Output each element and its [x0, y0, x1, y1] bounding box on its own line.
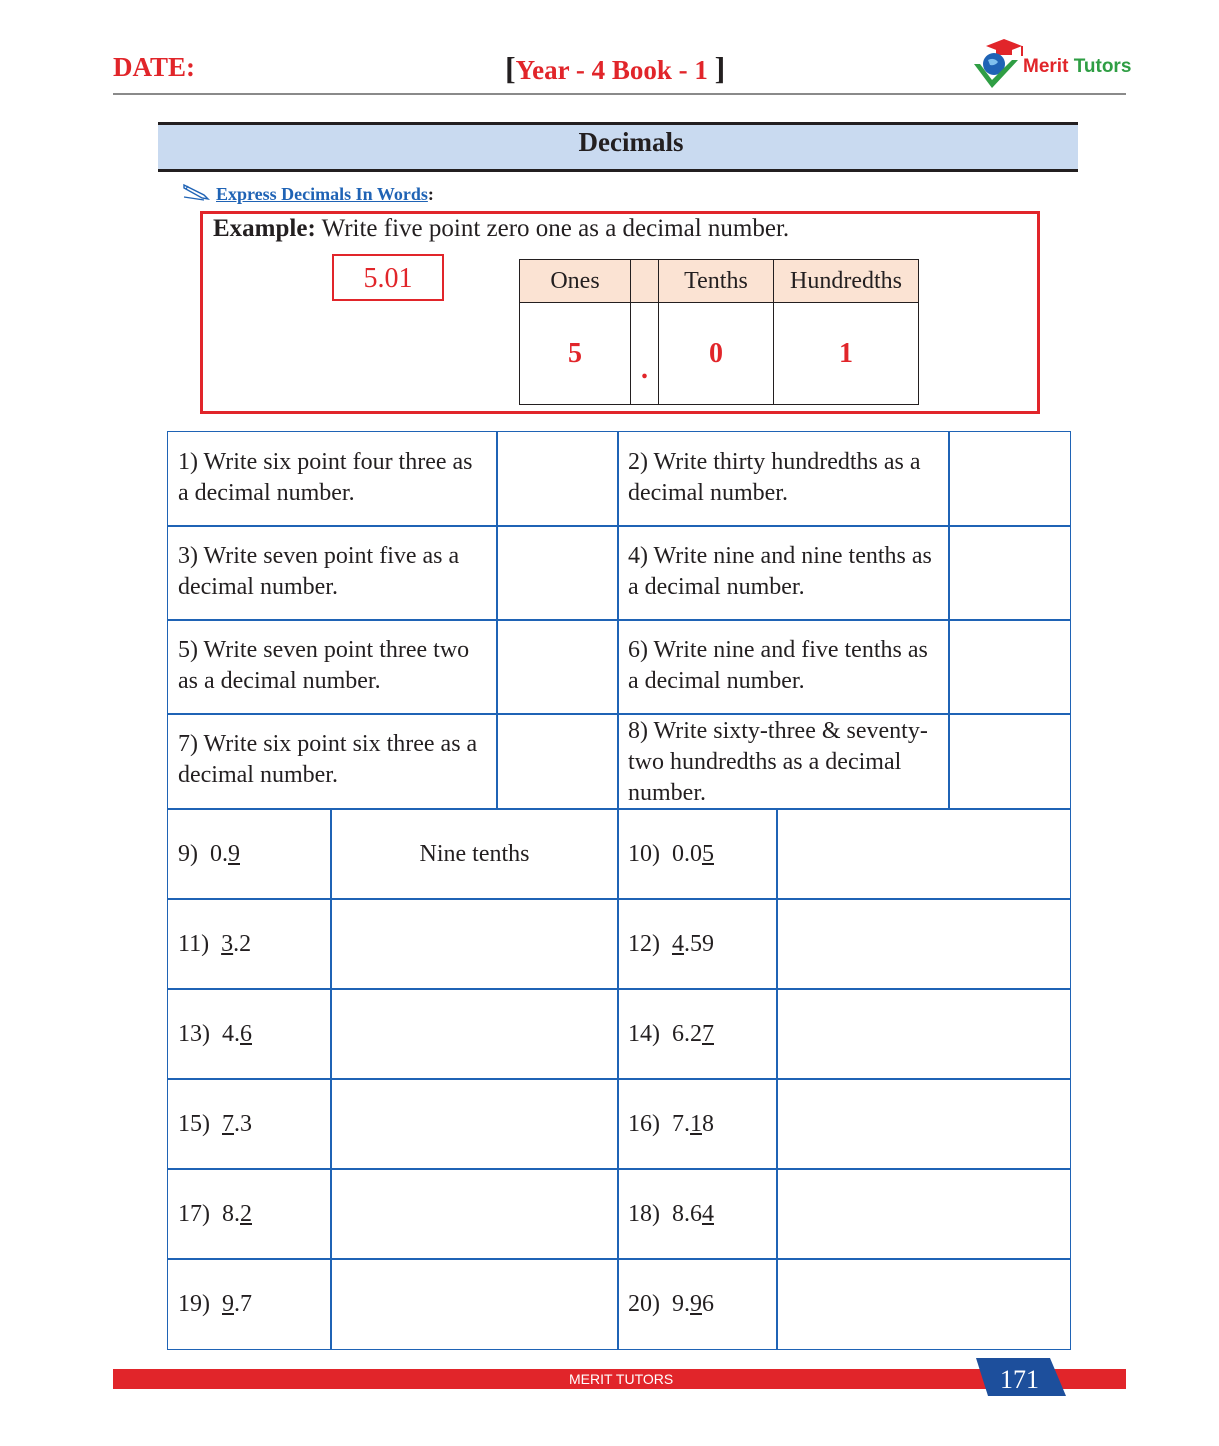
brand-name: Merit Tutors [1023, 56, 1132, 77]
answer-text [777, 809, 1070, 899]
decimal-digits-before: 6.2 [672, 1020, 702, 1047]
answer-text [777, 989, 1070, 1079]
answer-text [777, 1259, 1070, 1349]
example-answer-box: 5.01 [332, 254, 444, 301]
decimal-answer-15[interactable] [330, 1078, 619, 1170]
answer-2[interactable] [948, 431, 1071, 527]
underlined-digit: 4 [702, 1200, 714, 1227]
decimal-question-18 [617, 1168, 778, 1260]
decimal-question-text [618, 1079, 777, 1169]
pv-header-tenths: Tenths [659, 260, 774, 303]
answer-text [331, 1259, 618, 1349]
answer-1[interactable] [496, 431, 619, 527]
pv-value-ones: 5 [520, 303, 631, 405]
decimal-answer-12[interactable] [776, 898, 1071, 990]
underlined-digit: 9 [690, 1290, 702, 1317]
underlined-digit: 2 [240, 1200, 252, 1227]
pv-header-hundredths: Hundredths [774, 260, 919, 303]
page-number: 171 [1000, 1365, 1039, 1394]
decimal-question-14 [617, 988, 778, 1080]
decimal-answer-18[interactable] [776, 1168, 1071, 1260]
pv-value-point: . [631, 303, 659, 405]
decimal-question-11 [167, 898, 332, 990]
question-number: 9) [178, 840, 198, 867]
decimal-digits-after: 6 [702, 1290, 714, 1317]
decimal-question-19 [167, 1258, 332, 1350]
answer-4[interactable] [948, 525, 1071, 621]
underlined-digit: 6 [240, 1020, 252, 1047]
pv-value-tenths: 0 [659, 303, 774, 405]
answer-text [331, 989, 618, 1079]
answer-text: Nine tenths [419, 840, 530, 867]
answer-text [777, 899, 1070, 989]
answer-text [777, 1169, 1070, 1259]
book-title-text: Year - 4 Book - 1 [515, 55, 708, 85]
underlined-digit: 4 [672, 930, 684, 957]
date-label: DATE: [113, 52, 196, 82]
decimal-digits-after: .2 [233, 930, 252, 957]
decimal-question-9 [167, 808, 332, 900]
decimal-question-text [168, 1259, 331, 1349]
decimal-answer-9[interactable] [330, 808, 619, 900]
answer-text [331, 899, 618, 989]
question-1: 1) Write six point four three as a decimal number. [167, 431, 498, 527]
decimal-question-10 [617, 808, 778, 900]
decimal-question-text [168, 809, 331, 899]
underlined-digit: 3 [221, 930, 234, 957]
question-number: 13) [178, 1020, 210, 1047]
decimal-question-text [168, 1079, 331, 1169]
question-number: 14) [628, 1020, 660, 1047]
answer-3[interactable] [496, 525, 619, 621]
decimal-question-16 [617, 1078, 778, 1170]
decimal-digits-after: .59 [684, 930, 714, 957]
underlined-digit: 9 [222, 1290, 234, 1317]
question-2: 2) Write thirty hundredths as a decimal number. [617, 431, 950, 527]
pencil-icon [182, 181, 212, 201]
decimal-question-text [618, 989, 777, 1079]
decimal-question-20 [617, 1258, 778, 1350]
underlined-digit: 7 [702, 1020, 714, 1047]
question-3: 3) Write seven point five as a decimal number. [167, 525, 498, 621]
decimal-digits-before: 8.6 [672, 1200, 702, 1227]
question-4: 4) Write nine and nine tenths as a decimal number. [617, 525, 950, 621]
decimal-answer-11[interactable] [330, 898, 619, 990]
decimal-question-12 [617, 898, 778, 990]
question-5: 5) Write seven point three two as a decimal number. [167, 619, 498, 715]
decimal-question-text [168, 1169, 331, 1259]
underlined-digit: 1 [690, 1110, 702, 1137]
decimal-question-17 [167, 1168, 332, 1260]
question-number: 10) [628, 840, 660, 867]
book-title [505, 50, 725, 87]
decimal-digits-before: 0. [210, 840, 228, 867]
decimal-answer-13[interactable] [330, 988, 619, 1080]
bracket-close: ] [714, 50, 726, 86]
answer-text [331, 1079, 618, 1169]
question-number: 20) [628, 1290, 660, 1317]
place-value-table [519, 259, 919, 405]
question-number: 15) [178, 1110, 210, 1137]
section-heading: Express Decimals In Words: [216, 184, 434, 204]
question-8: 8) Write sixty-three & seventy-two hundredths as a decimal number. [617, 713, 950, 810]
decimal-digits-after: .7 [234, 1290, 252, 1317]
page-title: Decimals [578, 127, 684, 157]
decimal-digits-before: 0.0 [672, 840, 702, 867]
answer-6[interactable] [948, 619, 1071, 715]
answer-7[interactable] [496, 713, 619, 810]
footer-text: MERIT TUTORS [569, 1371, 674, 1387]
underlined-digit: 5 [702, 840, 714, 867]
decimal-digits-after: .3 [234, 1110, 252, 1137]
answer-text [777, 1079, 1070, 1169]
decimal-digits-before: 4. [222, 1020, 240, 1047]
decimal-question-13 [167, 988, 332, 1080]
decimal-question-15 [167, 1078, 332, 1170]
question-number: 18) [628, 1200, 660, 1227]
underlined-digit: 9 [228, 840, 240, 867]
question-7: 7) Write six point six three as a decimal number. [167, 713, 498, 810]
decimal-answer-20[interactable] [776, 1258, 1071, 1350]
example-text [213, 215, 789, 243]
example-question: Write five point zero one as a decimal number. [321, 215, 790, 242]
answer-text [331, 1169, 618, 1259]
decimal-digits-before: 9. [672, 1290, 690, 1317]
example-label: Example: [213, 215, 316, 242]
question-number: 16) [628, 1110, 660, 1137]
decimal-question-text [168, 989, 331, 1079]
question-number: 12) [628, 930, 660, 957]
decimal-question-text [618, 809, 777, 899]
question-number: 11) [178, 930, 210, 957]
decimal-question-text [168, 899, 331, 989]
header-divider [113, 93, 1126, 95]
bracket-open: [ [505, 50, 516, 86]
decimal-question-text [618, 1169, 777, 1259]
pv-header-ones: Ones [520, 260, 631, 303]
question-number: 19) [178, 1290, 210, 1317]
decimal-question-text [618, 899, 777, 989]
pv-value-hundredths: 1 [774, 303, 919, 405]
decimal-answer-17[interactable] [330, 1168, 619, 1260]
decimal-digits-after: 8 [702, 1110, 714, 1137]
decimal-answer-16[interactable] [776, 1078, 1071, 1170]
decimal-digits-before: 7. [672, 1110, 690, 1137]
answer-8[interactable] [948, 713, 1071, 810]
decimal-answer-10[interactable] [776, 808, 1071, 900]
decimal-answer-19[interactable] [330, 1258, 619, 1350]
decimal-question-text [618, 1259, 777, 1349]
underlined-digit: 7 [222, 1110, 234, 1137]
pv-header-point [631, 260, 659, 303]
decimal-answer-14[interactable] [776, 988, 1071, 1080]
decimal-digits-before: 8. [222, 1200, 240, 1227]
question-number: 17) [178, 1200, 210, 1227]
answer-5[interactable] [496, 619, 619, 715]
question-6: 6) Write nine and five tenths as a decimal number. [617, 619, 950, 715]
